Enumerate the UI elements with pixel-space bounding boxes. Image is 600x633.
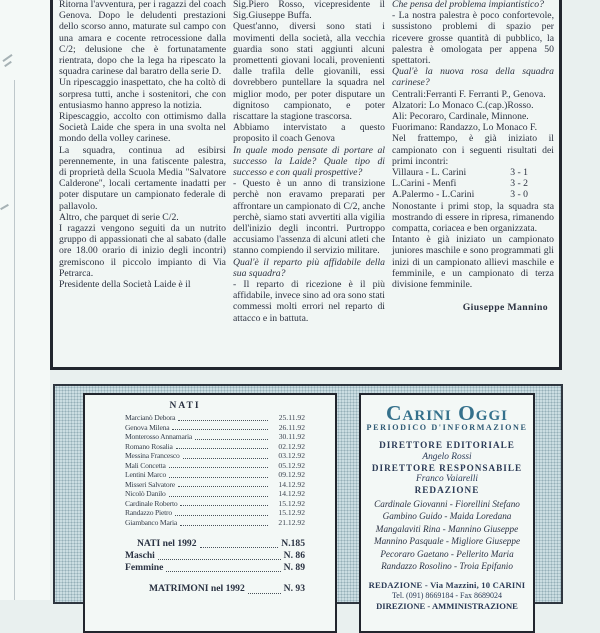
paragraph: Ripescaggio, accolto con ottimismo dalla Società Laide che spera in una svolta nel mondo della volley carinese. — [59, 111, 226, 145]
dot-leader — [175, 515, 268, 516]
staff-row: Gambino Guido - Maida Loredana — [382, 511, 512, 522]
dot-leader — [169, 477, 268, 478]
birth-name: Marcianò Debora — [125, 413, 176, 422]
birth-date: 03.12.92 — [278, 451, 305, 461]
births-summary — [125, 538, 305, 596]
summary-row — [125, 538, 305, 550]
staff-row: Pecoraro Gaetano - Pellerito Maria — [380, 548, 514, 559]
interview-question: Qual'è la nuova rosa della squadra carinese? — [392, 66, 554, 89]
birth-date: 14.12.92 — [278, 489, 305, 499]
dot-leader — [172, 429, 268, 430]
paragraph: Presidente della Società Laide è il — [59, 279, 191, 291]
dot-leader — [178, 420, 268, 421]
interview-answer: - La nostra palestra è poco confortevole, sussistono problemi di spazio per ricevere grosse quantità di pubblico, la palestra è omologata per appena 50 spettatori. — [392, 10, 554, 67]
birth-name: Lentini Marco — [125, 470, 167, 480]
birth-date: 02.12.92 — [278, 441, 305, 451]
birth-row — [125, 461, 305, 471]
summary-label: Maschi — [125, 549, 155, 561]
paragraph: Intanto è già iniziato un campionato juniores maschile e sono programmati gli inizi di un campionato allievi maschile e femminile, e un campionato di terza divisione femminile. — [392, 234, 554, 291]
birth-name: Misseri Salvatore — [125, 479, 175, 489]
article-frame — [50, 0, 562, 370]
roster-line: Alzatori: Lo Monaco C.(cap.)Rosso. — [392, 99, 534, 111]
summary-value: N. 86 — [283, 549, 305, 561]
birth-row — [125, 442, 305, 452]
scan-left-margin — [0, 0, 50, 600]
summary-label: Femmine — [125, 562, 164, 574]
dot-leader — [183, 458, 268, 459]
dot-leader — [200, 547, 279, 548]
interview-question: Che pensa del problema impiantistico? — [392, 0, 544, 10]
role-label: DIRETTORE RESPONSABILE — [371, 462, 523, 473]
team-roster — [392, 89, 554, 134]
paragraph: Quest'anno, diversi sono stati i movimenti della società, alla vecchia guardia sono stati aggiunti alcuni promettenti giovani locali, provenienti dalle trafila delle giovanili, essi dovrebbero puntellare la squadra nel miglior modo, per poter disputare un dignitoso campionato, e poter riscattare la stagione trascorsa. — [233, 21, 385, 123]
masthead-box — [359, 393, 535, 633]
paragraph: La squadra, continua ad esibirsi perennemente, in una fatiscente palestra, di proprietà della Scuola Media "Salvatore Calderone", locali certamente inadatti per poter disputare un campionato federale di pallavolo. — [59, 144, 226, 212]
dot-leader — [180, 525, 268, 526]
interview-answer: - Il reparto di ricezione è il più affidabile, invece sino ad ora sono stati commessi molti errori nel reparto di attacco e in battuta. — [233, 279, 385, 324]
birth-row — [125, 499, 305, 509]
birth-name: Randazzo Pietro — [125, 508, 172, 518]
dot-leader — [166, 571, 280, 572]
birth-row — [125, 413, 305, 423]
role-label: REDAZIONE — [414, 485, 480, 495]
bottom-halftone-panel — [53, 384, 563, 611]
publication-subtitle: PERIODICO D'INFORMAZIONE — [366, 423, 528, 432]
interview-question: In quale modo pensate di portare al successo la Laide? Quale tipo di successo e con quali prospettive? — [233, 144, 385, 179]
dot-leader — [169, 467, 268, 468]
article-column-3 — [392, 0, 554, 367]
birth-name: Genova Milena — [125, 422, 170, 432]
role-label: DIRETTORE EDITORIALE — [379, 440, 515, 450]
staff-row: Mannino Pasquale - Migliore Giuseppe — [373, 536, 521, 547]
author-signature: Giuseppe Mannino — [462, 302, 548, 314]
birth-row — [125, 451, 305, 461]
staff-row: Cardinale Giovanni - Fiorellini Stefano — [374, 498, 520, 509]
staff-row: Mangalaviti Rina - Mannino Giuseppe — [375, 523, 519, 534]
summary-row — [125, 583, 305, 595]
role-name: Angelo Rossi — [422, 451, 472, 462]
staff-list — [365, 498, 529, 574]
birth-name: Giambanco Maria — [125, 518, 178, 528]
paragraph: Sig.Piero Rosso, vicepresidente il Sig.Giuseppe Buffa. — [233, 0, 385, 22]
birth-date: 09.12.92 — [278, 470, 305, 480]
birth-name: Nicolò Danilo — [125, 489, 166, 499]
match-score: 3 - 2 — [510, 178, 528, 190]
birth-name: Messina Francesco — [125, 451, 180, 461]
roster-line: Fuorimano: Randazzo, Lo Monaco F. — [392, 122, 538, 134]
summary-row — [125, 550, 305, 562]
match-teams: L.Carini - Menfi — [392, 178, 457, 190]
article-column-2 — [233, 0, 385, 367]
summary-value: N. 93 — [283, 583, 305, 595]
roster-line: Ali: Pecoraro, Cardinale, Minnone. — [392, 111, 529, 123]
address-line: Tel. (091) 8669184 - Fax 8689024 — [391, 590, 503, 600]
publication-title: Carini Oggi — [386, 401, 508, 425]
birth-name: Monterosso Annamaria — [125, 432, 193, 442]
interview-answer: - Questo è un anno di transizione perchè non eravamo preparati per affrontare un campionato di C/2, anche perchè, siamo stati avvertiti alla vigilia dell'inizio degli incontri. Purtroppo accusiamo l'assenza di alcuni atleti che stanno compiendo il servizio militare. — [233, 178, 385, 257]
article-column-1 — [59, 0, 226, 367]
roster-line: Centrali:Ferranti F. Ferranti P., Genova. — [392, 88, 546, 100]
birth-date: 14.12.92 — [278, 479, 305, 489]
summary-label: MATRIMONI nel 1992 — [149, 583, 245, 595]
paragraph: Altro, che parquet di serie C/2. — [59, 211, 179, 223]
births-registry-box — [83, 393, 337, 633]
birth-row — [125, 508, 305, 518]
births-title: NATI — [169, 401, 201, 411]
birth-row — [125, 470, 305, 480]
dot-leader — [158, 559, 281, 560]
birth-date: 25.11.92 — [278, 413, 305, 422]
births-list — [125, 413, 305, 528]
paragraph: Nonostante i primi stop, la squadra sta mostrando di essere in ripresa, rimanendo compatta, coriacea e ben organizzata. — [392, 200, 554, 235]
birth-date: 21.12.92 — [278, 518, 305, 528]
pencil-mark — [0, 204, 9, 210]
scan-fold-line — [14, 80, 15, 600]
birth-row — [125, 518, 305, 528]
birth-date: 26.11.92 — [278, 422, 305, 432]
dot-leader — [180, 505, 268, 506]
summary-value: N. 89 — [283, 562, 305, 574]
dot-leader — [178, 486, 268, 487]
birth-row — [125, 432, 305, 442]
match-score: 3 - 0 — [510, 189, 528, 201]
match-result-row — [392, 167, 554, 178]
dot-leader — [195, 439, 268, 440]
summary-row — [125, 562, 305, 574]
match-result-row — [392, 178, 554, 189]
summary-label: NATI nel 1992 — [137, 537, 197, 549]
address-line: DIREZIONE - AMMINISTRAZIONE — [376, 600, 518, 611]
paragraph: I ragazzi vengono seguiti da un nutrito gruppo di appassionati che al sabato (dalle ore 18.00 orario di inizio degli incontri) gremiscono il piccolo impianto di Via Petrarca. — [59, 223, 226, 279]
match-score: 3 - 1 — [510, 167, 528, 179]
birth-row — [125, 480, 305, 490]
address-line: REDAZIONE - Via Mazzini, 10 CARINI — [368, 580, 526, 591]
pencil-mark — [4, 61, 12, 67]
birth-name: Cardinale Roberto — [125, 498, 178, 508]
birth-row — [125, 423, 305, 433]
dot-leader — [248, 593, 281, 594]
match-teams: A.Palermo - L.Carini — [392, 189, 475, 201]
paragraph: Un ripescaggio inaspettato, che ha coltò di sorpresa tutti, anche i sostenitori, che con entusiasmo hanno appreso la notizia. — [59, 77, 226, 111]
interview-question: Qual'è il reparto più affidabile della sua squadra? — [233, 256, 385, 279]
birth-date: 05.12.92 — [278, 460, 305, 470]
birth-name: Romano Rosalia — [125, 441, 173, 451]
paragraph: Nel frattempo, è già iniziato il campionato con i seguenti risultati dei primi incontri: — [392, 133, 554, 167]
birth-date: 30.11.92 — [278, 432, 305, 442]
paragraph: Ritorna l'avventura, per i ragazzi del coach Genova. Dopo le deludenti prestazioni dello scorso anno, maturate sul campo con una amara e cocente retrocessione dalla C/2; delusione che è fortunatamente rientrata, dopo che la lega ha ripescato la squadra carinese dal baratro della serie D. — [59, 0, 226, 78]
dot-leader — [169, 496, 268, 497]
match-result-row — [392, 189, 554, 200]
match-results — [392, 167, 554, 201]
role-name: Franco Vaiarelli — [416, 474, 478, 484]
summary-value: N.185 — [281, 537, 305, 549]
match-teams: Villaura - L. Carini — [392, 167, 467, 179]
staff-row: Randazzo Rosolino - Troia Epifanio — [381, 561, 513, 572]
dot-leader — [176, 448, 268, 449]
address-block — [365, 580, 529, 611]
birth-name: Mali Concetta — [125, 460, 166, 470]
birth-date: 15.12.92 — [278, 508, 305, 518]
paragraph: Abbiamo intervistato a questo proposito il coach Genova — [233, 122, 385, 145]
birth-row — [125, 489, 305, 499]
birth-date: 15.12.92 — [278, 498, 305, 508]
